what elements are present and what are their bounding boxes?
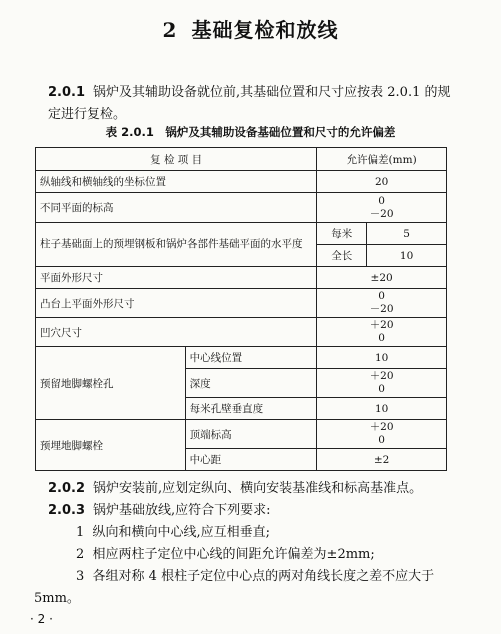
table-row — [36, 347, 447, 369]
table-header-row — [36, 148, 447, 171]
list-item — [76, 544, 466, 566]
value-line: 0 — [378, 332, 385, 344]
chapter-title-text: 基础复检和放线 — [191, 18, 339, 42]
header-tolerance: 允许偏差(mm) — [317, 148, 447, 171]
row-item: 预留地脚螺栓孔 — [36, 347, 186, 420]
table-row — [36, 420, 447, 449]
section-2-0-3 — [48, 500, 460, 522]
list-text: 纵向和横向中心线,应互相垂直; — [92, 525, 271, 540]
sub-label: 中心距 — [185, 449, 317, 471]
value-line: ＋20 — [369, 370, 394, 382]
row-value: 10 — [317, 398, 447, 420]
section-text: 锅炉及其辅助设备就位前,其基础位置和尺寸应按表 2.0.1 的规定进行复检。 — [48, 85, 451, 122]
row-value: 20 — [317, 171, 447, 193]
table-row — [36, 289, 447, 318]
row-item: 平面外形尺寸 — [36, 267, 317, 289]
sub-label: 顶端标高 — [185, 420, 317, 449]
value-line: ＋20 — [369, 421, 394, 433]
sub-label: 中心线位置 — [185, 347, 317, 369]
value-line: 0 — [378, 383, 385, 395]
header-item: 复 检 项 目 — [36, 148, 317, 171]
list-item — [76, 522, 466, 544]
value-line: 0 — [378, 434, 385, 446]
sub-label: 每米孔壁垂直度 — [185, 398, 317, 420]
value-line: ＋20 — [369, 319, 394, 331]
table-row — [36, 171, 447, 193]
table-row — [36, 267, 447, 289]
value-line: 0 — [378, 194, 385, 207]
tolerance-table — [35, 147, 447, 471]
row-value: 5 — [367, 223, 447, 245]
row-value — [317, 289, 447, 318]
table-caption: 表 2.0.1 锅炉及其辅助设备基础位置和尺寸的允许偏差 — [105, 125, 396, 139]
row-value: ±20 — [317, 267, 447, 289]
section-text: 锅炉基础放线,应符合下列要求: — [93, 503, 271, 518]
row-value: 10 — [317, 347, 447, 369]
value-line: －20 — [369, 207, 394, 220]
list-text: 相应两柱子定位中心线的间距允许偏差为±2mm; — [92, 547, 375, 562]
row-item: 不同平面的标高 — [36, 193, 317, 223]
row-item: 凹穴尺寸 — [36, 318, 317, 347]
row-item: 预埋地脚螺栓 — [36, 420, 186, 471]
chapter-title — [0, 14, 501, 43]
row-value — [317, 318, 447, 347]
section-number: 2.0.3 — [48, 503, 86, 518]
list-number: 2 — [76, 547, 85, 562]
row-value — [317, 193, 447, 223]
chapter-number: 2 — [162, 18, 178, 42]
section-text: 锅炉安装前,应划定纵向、横向安装基准线和标高基准点。 — [93, 481, 423, 496]
sub-label: 每米 — [317, 223, 367, 245]
section-2-0-1 — [48, 82, 460, 126]
row-value — [317, 369, 447, 398]
sub-label: 深度 — [185, 369, 317, 398]
row-item: 凸台上平面外形尺寸 — [36, 289, 317, 318]
list-number: 1 — [76, 525, 85, 540]
row-item: 柱子基础面上的预埋钢板和锅炉各部件基础平面的水平度 — [36, 223, 317, 267]
table-row — [36, 223, 447, 245]
row-value: ±2 — [317, 449, 447, 471]
list-number: 3 — [76, 569, 85, 584]
table-row — [36, 193, 447, 223]
sub-label: 全长 — [317, 245, 367, 267]
row-value: 10 — [367, 245, 447, 267]
section-number: 2.0.2 — [48, 481, 86, 496]
value-line: 0 — [378, 290, 385, 302]
list-text: 各组对称 4 根柱子定位中心点的两对角线长度之差不应大于 5mm。 — [34, 569, 435, 606]
section-2-0-2 — [48, 478, 460, 500]
page-number: · 2 · — [30, 612, 53, 626]
section-number: 2.0.1 — [48, 85, 86, 100]
row-value — [317, 420, 447, 449]
value-line: －20 — [369, 303, 394, 315]
table-row — [36, 318, 447, 347]
row-item: 纵轴线和横轴线的坐标位置 — [36, 171, 317, 193]
list-item — [34, 566, 464, 610]
